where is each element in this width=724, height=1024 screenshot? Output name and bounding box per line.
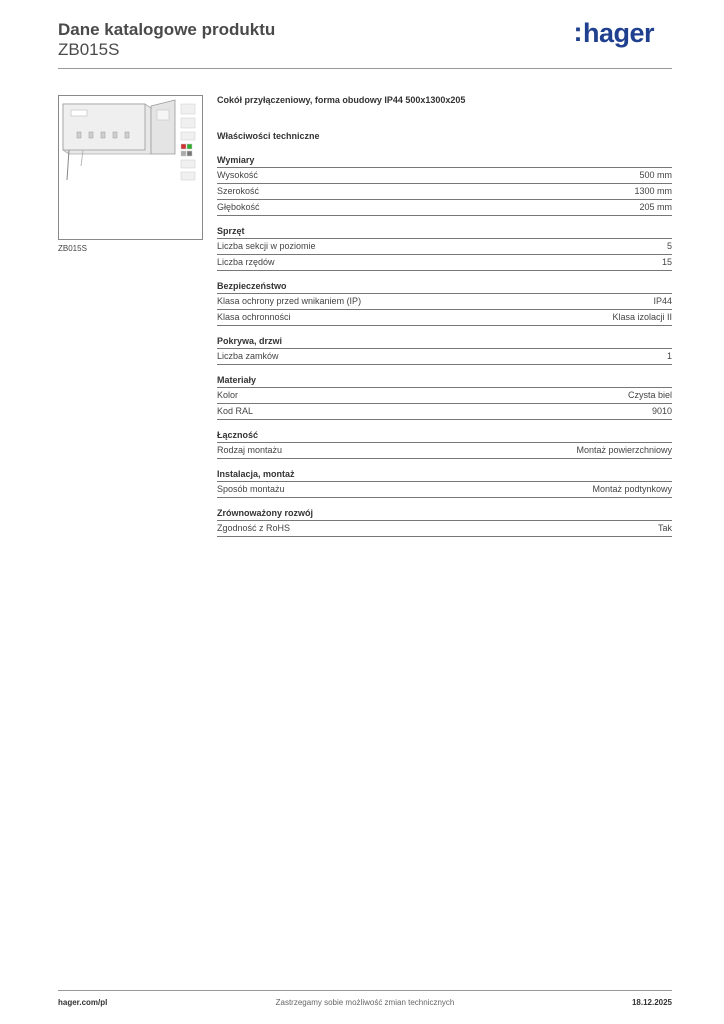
spec-value: 205 mm [639, 202, 672, 212]
spec-label: Kolor [217, 390, 239, 400]
spec-group-title: Sprzęt [217, 224, 672, 239]
spec-label: Rodzaj montażu [217, 445, 283, 455]
spec-row [217, 200, 672, 216]
spec-value: IP44 [653, 296, 672, 306]
spec-value: Montaż podtynkowy [592, 484, 672, 494]
spec-group [217, 224, 672, 271]
enclosure-illustration [59, 96, 202, 239]
spec-value: 15 [661, 257, 672, 267]
spec-group-title: Materiały [217, 373, 672, 388]
spec-row [217, 443, 672, 459]
product-code: ZB015S [58, 40, 120, 59]
spec-group-title: Zrównoważony rozwój [217, 506, 672, 521]
spec-label: Wysokość [217, 170, 258, 180]
spec-row [217, 349, 672, 365]
spec-label: Liczba zamków [217, 351, 279, 361]
spec-row [217, 521, 672, 537]
footer-divider [58, 990, 672, 991]
spec-group [217, 279, 672, 326]
spec-label: Sposób montażu [217, 484, 285, 494]
spec-label: Szerokość [217, 186, 260, 196]
spec-row [217, 310, 672, 326]
spec-row [217, 255, 672, 271]
spec-value: Czysta biel [627, 390, 672, 400]
spec-label: Liczba rzędów [217, 257, 275, 267]
document-title: Dane katalogowe produktu [58, 20, 276, 39]
spec-group [217, 373, 672, 420]
spec-value: 5 [666, 241, 672, 251]
spec-group [217, 467, 672, 498]
spec-group [217, 428, 672, 459]
spec-row [217, 294, 672, 310]
page-header [58, 17, 672, 70]
spec-value: Tak [657, 523, 672, 533]
document-date: 18.12.2025 [631, 998, 672, 1007]
spec-row [217, 482, 672, 498]
spec-label: Klasa ochrony przed wnikaniem (IP) [217, 296, 362, 306]
spec-group [217, 153, 672, 216]
hager-logo: :hager [573, 17, 654, 48]
technical-properties-heading: Właściwości techniczne [217, 131, 320, 141]
spec-value: 500 mm [639, 170, 672, 180]
header-divider [58, 68, 672, 69]
spec-group-title: Łączność [217, 428, 672, 443]
spec-row [217, 168, 672, 184]
product-description: Cokół przyłączeniowy, forma obudowy IP44 500x1300x205 [217, 95, 466, 105]
spec-label: Głębokość [217, 202, 260, 212]
spec-groups [217, 153, 672, 537]
spec-group-title: Bezpieczeństwo [217, 279, 672, 294]
spec-value: 9010 [651, 406, 672, 416]
spec-label: Zgodność z RoHS [217, 523, 291, 533]
spec-row [217, 388, 672, 404]
spec-value: 1 [666, 351, 672, 361]
spec-row [217, 184, 672, 200]
spec-value: 1300 mm [634, 186, 672, 196]
spec-group-title: Instalacja, montaż [217, 467, 672, 482]
spec-group [217, 506, 672, 537]
spec-label: Klasa ochronności [217, 312, 291, 322]
spec-label: Kod RAL [217, 406, 254, 416]
website-link[interactable]: hager.com/pl [58, 998, 108, 1007]
spec-row [217, 404, 672, 420]
spec-group-title: Pokrywa, drzwi [217, 334, 672, 349]
image-caption: ZB015S [58, 244, 87, 253]
spec-group-title: Wymiary [217, 153, 672, 168]
product-image [58, 95, 203, 240]
spec-row [217, 239, 672, 255]
spec-group [217, 334, 672, 365]
logo-text: hager [582, 18, 654, 48]
spec-label: Liczba sekcji w poziomie [217, 241, 316, 251]
specifications [217, 93, 672, 537]
spec-value: Montaż powierzchniowy [576, 445, 672, 455]
disclaimer: Zastrzegamy sobie możliwość zmian technicznych [275, 998, 455, 1007]
spec-value: Klasa izolacji II [612, 312, 672, 322]
